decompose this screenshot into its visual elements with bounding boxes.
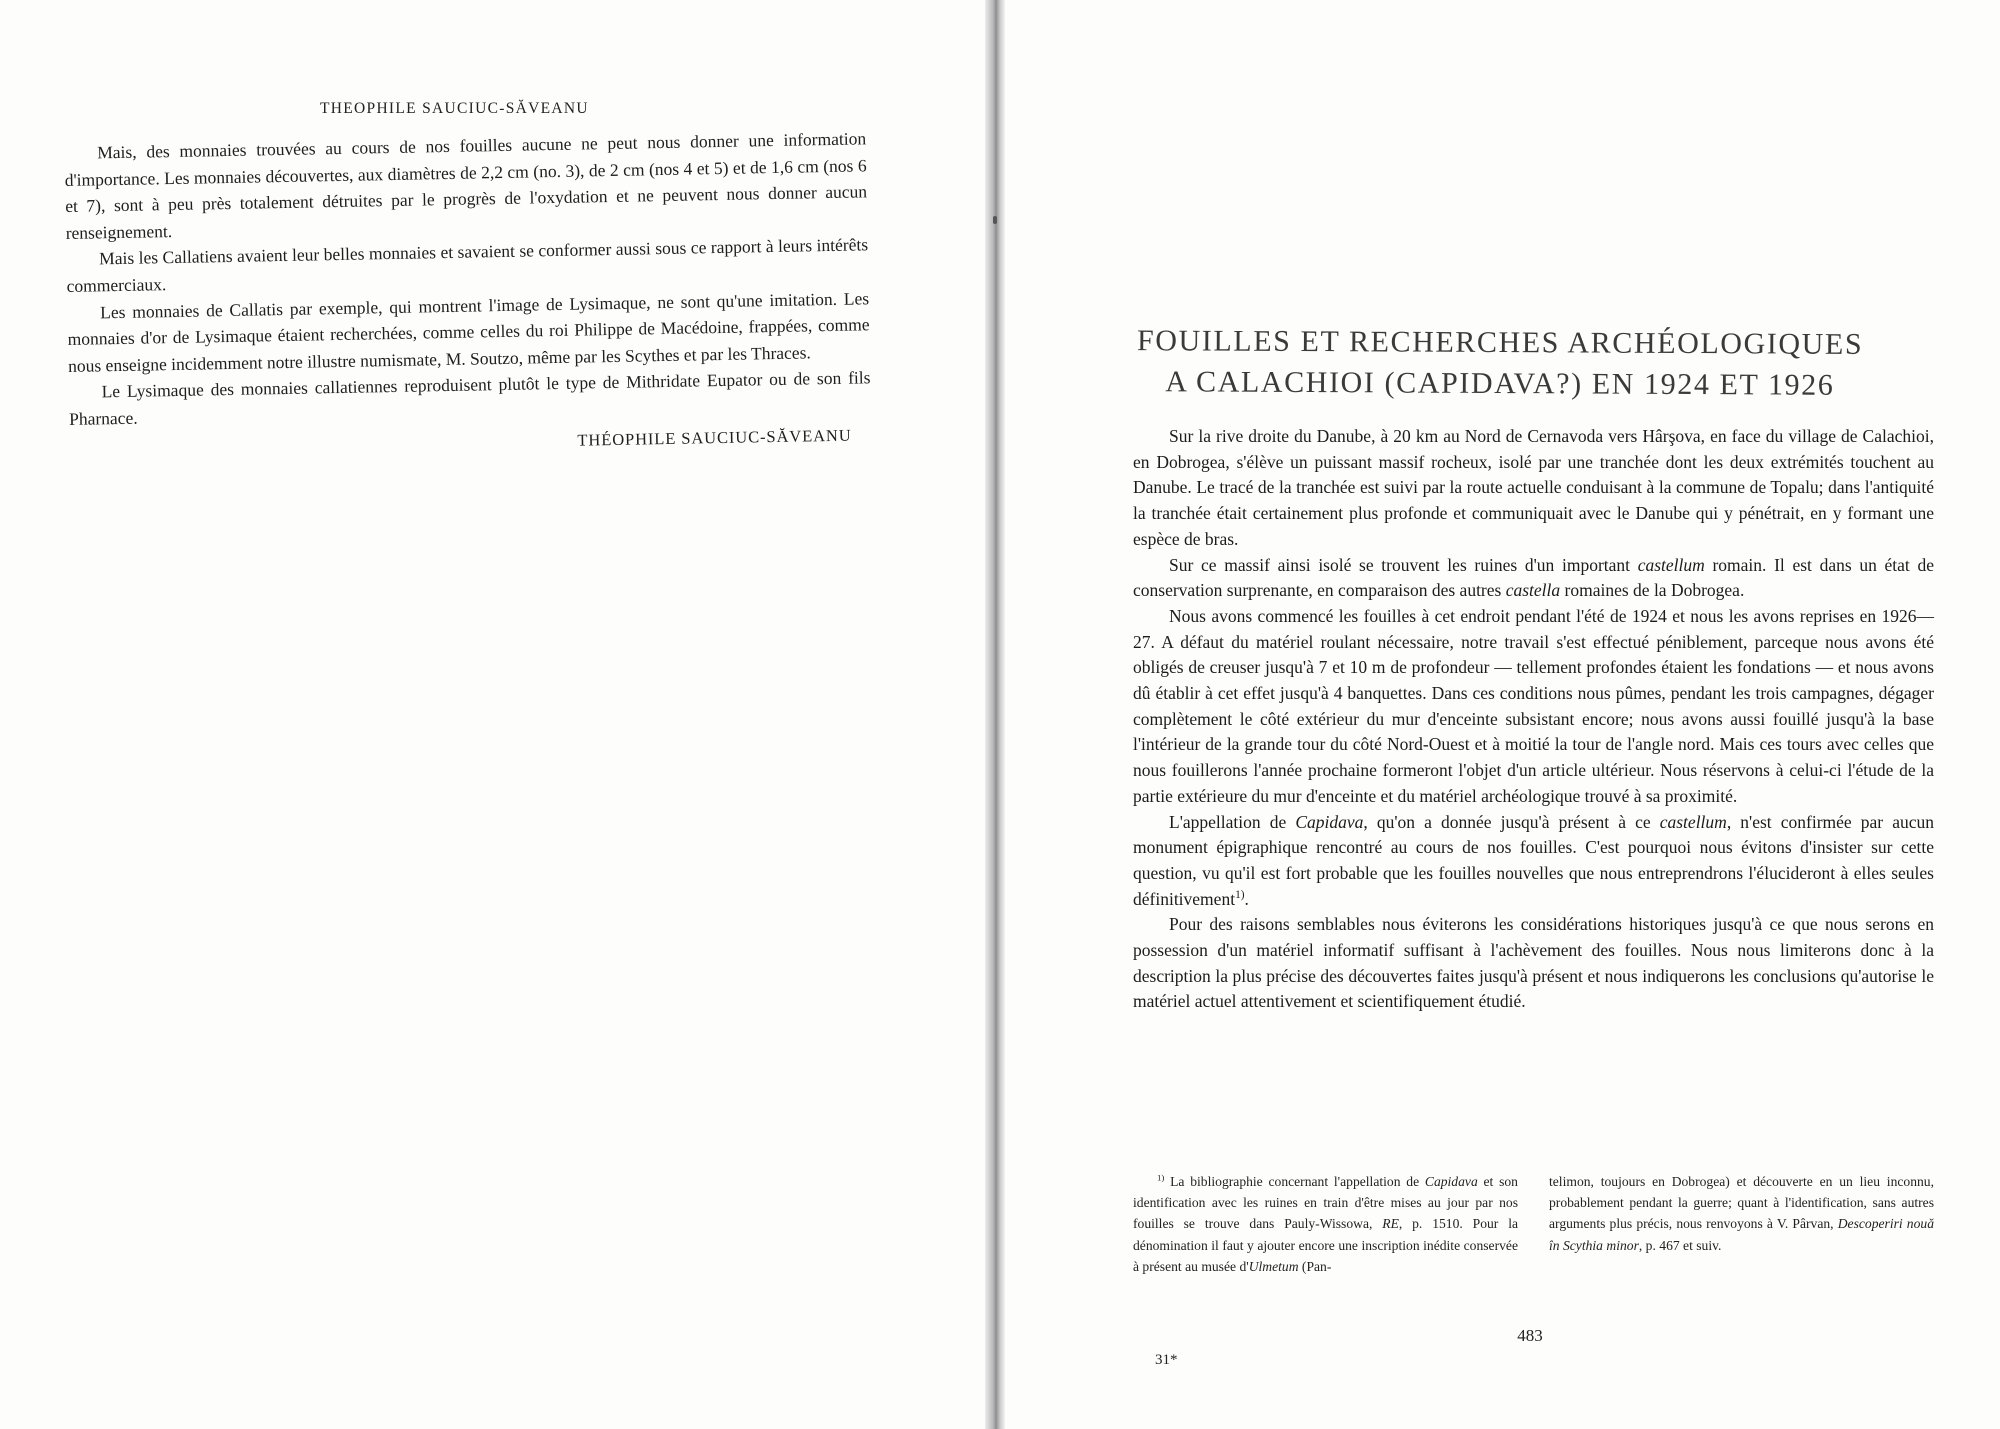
title-line-1: FOUILLES ET RECHERCHES ARCHÉOLOGIQUES <box>1136 324 1864 361</box>
text-run: , n'est confirmée par aucun monument épigraphique rencontré au cours de nos fouilles. C'est pourquoi nous évitons d'insister sur cette question, vu qu'il est fort probable que les fouilles nouvelles que nous entreprendrons l'élucideront à elles seules définitivement <box>1133 811 1935 909</box>
article-body <box>1133 424 1934 1015</box>
italic-term: castellum <box>1637 554 1705 575</box>
paragraph: Les monnaies de Callatis par exemple, qui montrent l'image de Lysimaque, ne sont qu'une imitation. Les monnaies d'or de Lysimaque étaient recherchées, comme celles du roi Philippe de Macédoine, frappées, comme nous enseigne incidemment notre illustre numismate, M. Soutzo, même par les Scythes et par les Thraces. <box>67 287 870 376</box>
left-page <box>0 0 985 1429</box>
text-run: telimon, toujours en Dobrogea) et découverte en un lieu inconnu, probablement pendant la guerre; quant à l'identification, sans autres arguments plus précis, nous renvoyons à V. Pârvan, <box>1549 1174 1934 1232</box>
text-run: . <box>1244 888 1249 909</box>
article-title <box>1090 320 1910 406</box>
paragraph: Mais les Callatiens avaient leur belles monnaies et savaient se conformer aussi sous ce rapport à leurs intérêts commerciaux. <box>66 234 869 296</box>
printer-signature-mark: 31* <box>1155 1352 1178 1368</box>
title-line-2: A CALACHIOI (CAPIDAVA?) EN 1924 ET 1926 <box>1165 365 1835 402</box>
footnote-mark: 1) <box>1157 1172 1165 1183</box>
page-number: 483 <box>1517 1326 1543 1345</box>
paragraph <box>1133 553 1934 604</box>
footnote-column-1 <box>1133 1171 1518 1277</box>
text-run: romain. Il est dans un état de conservation surprenante, en comparaison des autres <box>1133 554 1934 601</box>
text-run: et son identification avec les ruines en train d'être mises au jour par nos fouilles se trouve dans Pauly-Wissowa, <box>1133 1174 1518 1232</box>
author-signature: THÉOPHILE SAUCIUC-SĂVEANU <box>577 425 852 450</box>
text-run: , qu'on a donnée jusqu'à présent à ce <box>1363 811 1660 832</box>
italic-term: RE <box>1382 1216 1399 1232</box>
italic-term: castella <box>1505 580 1561 601</box>
text-run: (Pan- <box>1298 1258 1332 1274</box>
paragraph <box>1133 810 1934 913</box>
italic-term: castellum <box>1659 811 1727 832</box>
paragraph: Mais, des monnaies trouvées au cours de nos fouilles aucune ne peut nous donner une information d'importance. Les monnaies découvertes, aux diamètres de 2,2 cm (no. 3), de 2 cm (nos 4 et 5) et de 1,6 cm (nos 6 et 7), sont à peu près totalement détruites par le progrès de l'oxydation et ne peuvent nous donner aucun renseignement. <box>64 128 868 243</box>
paragraph: Sur la rive droite du Danube, à 20 km au Nord de Cernavoda vers Hârşova, en face du village de Calachioi, en Dobrogea, s'élève un puissant massif rocheux, isolé par une tranchée dont les deux extrémités touchent au Danube. Le tracé de la tranchée est suivi par la route actuelle conduisant à la commune de Topalu; dans l'antiquité la tranchée était certainement plus profonde et communiquait avec le Danube qui y pénétrait, en y formant une espèce de bras. <box>1133 426 1934 549</box>
paragraph: Le Lysimaque des monnaies callatiennes reproduisent plutôt le type de Mithridate Eupator ou de son fils Pharnace. <box>68 367 871 429</box>
text-run: Sur ce massif ainsi isolé se trouvent les ruines d'un important <box>1169 554 1638 575</box>
left-page-body <box>64 125 872 463</box>
footnotes <box>1133 1171 1934 1277</box>
text-run: L'appellation de <box>1169 811 1296 832</box>
italic-term: Capidava <box>1424 1174 1478 1189</box>
running-head: THEOPHILE SAUCIUC-SĂVEANU <box>320 100 589 117</box>
text-run: , p. 1510. Pour la dénomination il faut y ajouter encore une inscription inédite conservée à présent au musée d' <box>1133 1216 1519 1274</box>
paragraph: Nous avons commencé les fouilles à cet endroit pendant l'été de 1924 et nous les avons reprises en 1926—27. A défaut du matériel roulant nécessaire, notre travail s'est effectué péniblement, parceque nous avons été obligés de creuser jusqu'à 7 et 10 m de profondeur — tellement profondes étaient les fondations — et nous avons dû établir à cet effet jusqu'à 4 banquettes. Dans ces conditions nous pûmes, pendant les trois campagnes, dégager complètement le côté extérieur du mur d'enceinte subsistant encore; nous avons aussi fouillé jusqu'à la base l'intérieur de la grande tour du côté Nord-Ouest et à moitié la tour de l'angle nord. Mais ces tours avec celles que nous fouillerons l'année prochaine formeront l'objet d'un article ultérieur. Nous réservons à celui-ci l'étude de la partie extérieure du mur d'enceinte et du matériel archéologique trouvé à sa proximité. <box>1133 605 1934 806</box>
text-run: La bibliographie concernant l'appellation de <box>1164 1174 1425 1189</box>
footnote-column-2 <box>1549 1171 1934 1277</box>
book-gutter <box>985 0 1005 1429</box>
footnote-reference[interactable]: 1) <box>1235 888 1245 901</box>
gutter-mark <box>993 216 997 224</box>
paragraph: Pour des raisons semblables nous éviterons les considérations historiques jusqu'à ce que nous serons en possession d'un matériel informatif suffisant à l'achèvement des fouilles. Nous nous limiterons donc à la description la plus précise des découvertes faites jusqu'à présent et nous indiquerons les conclusions qu'autorise le matériel actuel attentivement et scientifiquement étudié. <box>1133 914 1934 1012</box>
text-run: romaines de la Dobrogea. <box>1560 580 1745 601</box>
text-run: , p. 467 et suiv. <box>1638 1237 1722 1253</box>
italic-term: Descoperiri nouă în Scythia minor <box>1549 1216 1934 1253</box>
italic-term: Ulmetum <box>1248 1258 1299 1274</box>
italic-term: Capidava <box>1295 811 1364 832</box>
